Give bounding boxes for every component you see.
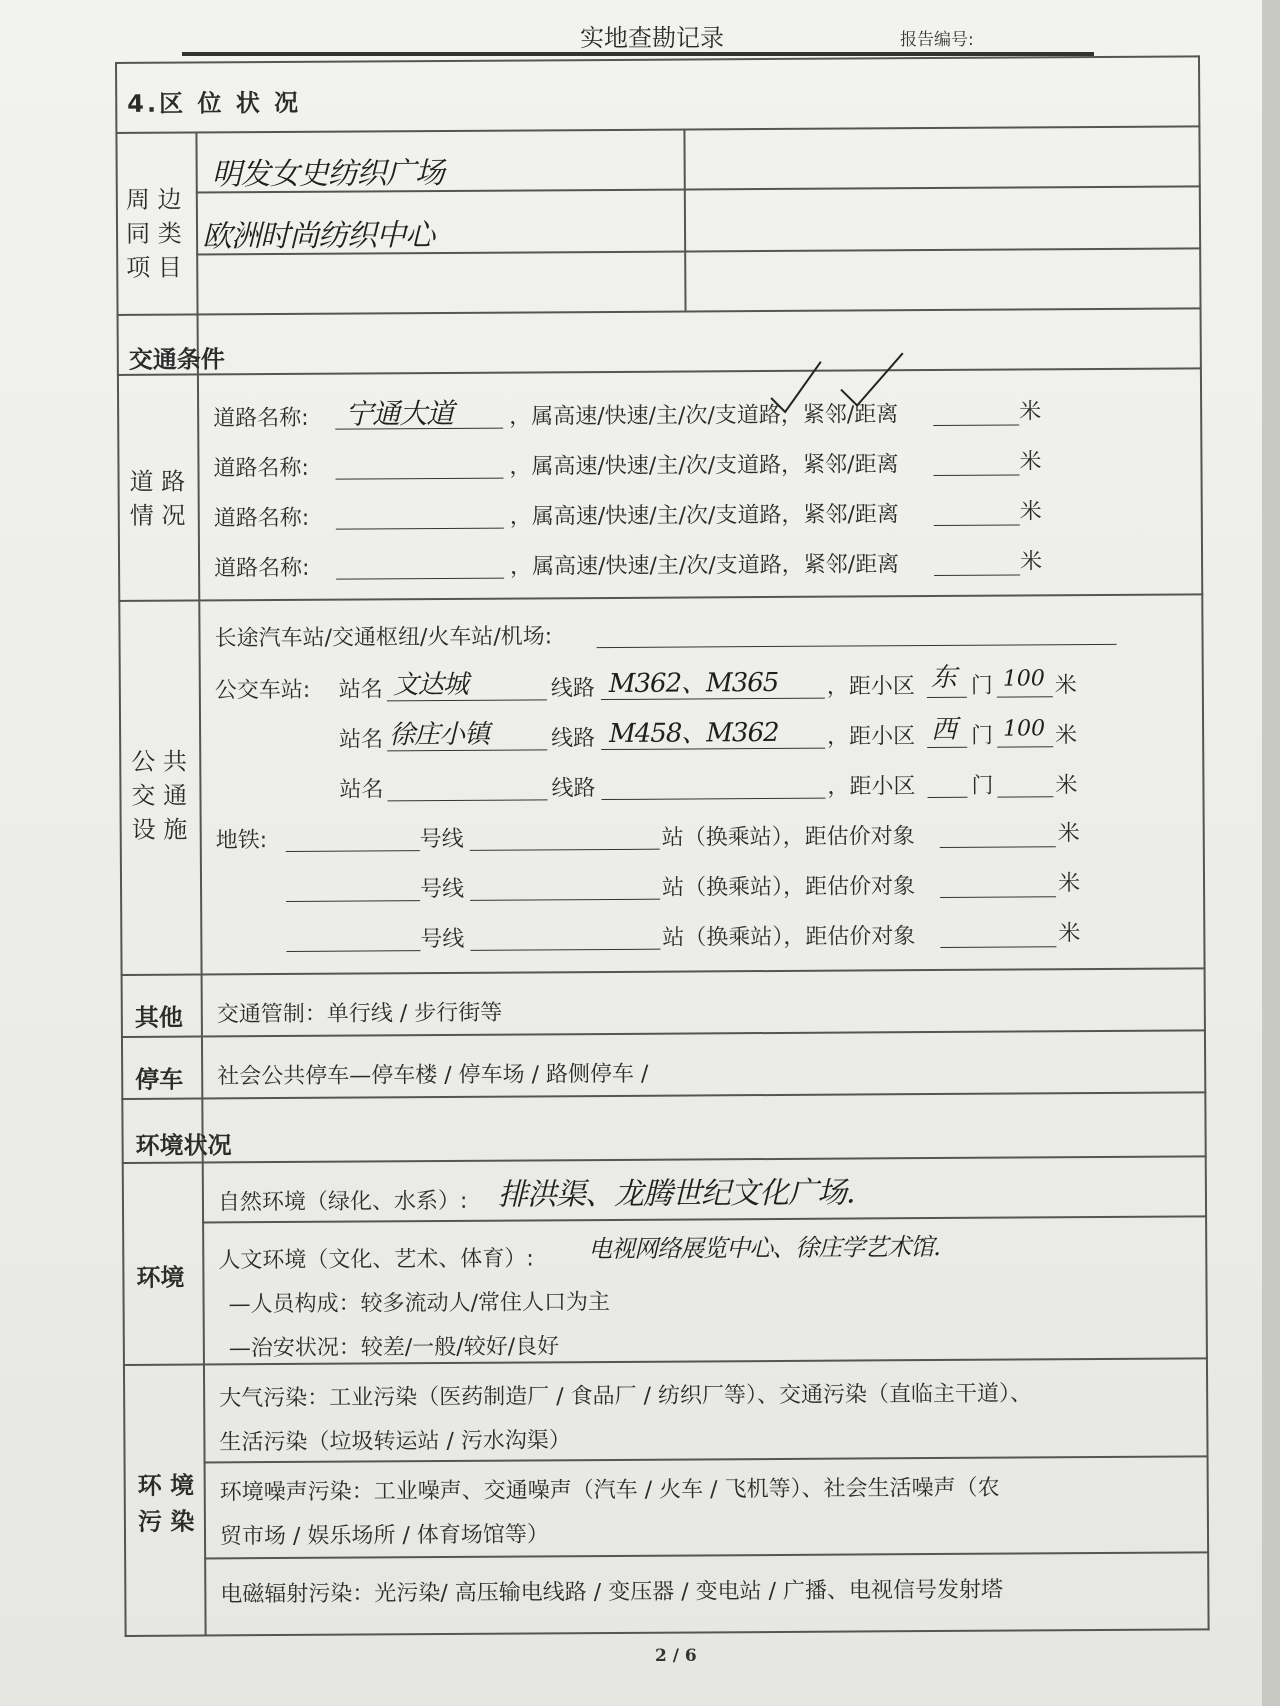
bus-station-label: 公交车站: [214, 677, 311, 704]
line-label: 线路 [550, 676, 595, 702]
metro-station-text: 站（换乘站），距估价对象 [661, 874, 916, 901]
cultural-environment-label: 人文环境（文化、艺术、体育）: [218, 1246, 534, 1274]
environment-label: 环境 [136, 1263, 185, 1292]
other-label: 其他 [134, 1003, 183, 1032]
report-number-label: 报告编号: [900, 30, 974, 50]
peer-projects-label-3: 项 目 [126, 253, 182, 282]
bus-lines: M458、M362 [609, 717, 779, 749]
transit-label-3: 设 施 [131, 815, 188, 844]
metro-unit: 米 [1057, 821, 1080, 847]
distance-value: 100 [1002, 666, 1045, 692]
noise-pollution-line-1: 环境噪声污染：工业噪声、交通噪声（汽车 / 火车 / 飞机等）、社会生活噪声（农 [219, 1475, 1000, 1506]
pollution-label-1: 环 境 [137, 1471, 195, 1500]
metro-station-text: 站（换乘站），距估价对象 [662, 924, 916, 951]
survey-form [115, 55, 1210, 1637]
distance-label: ，距小区 [827, 724, 916, 750]
transport-hub-label: 长途汽车站/交通枢纽/火车站/机场: [214, 624, 553, 652]
air-pollution-line-1: 大气污染：工业污染（医药制造厂 / 食品厂 / 纺织厂等）、交通污染（直临主干道）、 [219, 1381, 1033, 1412]
traffic-title: 交通条件 [128, 345, 225, 374]
checkmark-icon [767, 358, 827, 418]
cultural-environment-value: 电视网络展览中心、徐庄学艺术馆. [588, 1232, 940, 1264]
road-unit: 米 [1019, 449, 1042, 475]
distance-unit: 米 [1055, 773, 1078, 799]
road-unit: 米 [1019, 399, 1042, 425]
road-type-options: ，属高速/快速/主/次/支道路，紧邻/距离 [510, 552, 900, 580]
parking-text: 社会公共停车—停车楼 / 停车场 / 路侧停车 / [217, 1061, 649, 1090]
station-name: 文达城 [392, 669, 468, 701]
electromagnetic-pollution: 电磁辐射污染：光污染/ 高压输电线路 / 变压器 / 变电站 / 广播、电视信号发射塔 [220, 1577, 1004, 1608]
section-location-title: 4.区 位 状 况 [127, 88, 302, 118]
environment-title: 环境状况 [135, 1131, 232, 1160]
natural-environment-value: 排洪渠、龙腾世纪文化广场. [497, 1175, 855, 1213]
air-pollution-line-2: 生活污染（垃圾转运站 / 污水沟渠） [219, 1428, 571, 1456]
road-unit: 米 [1019, 499, 1042, 525]
pollution-label-2: 污 染 [137, 1507, 195, 1536]
road-name-label: 道路名称: [214, 555, 310, 582]
metro-line-label: 号线 [419, 876, 465, 903]
parking-label: 停车 [135, 1065, 184, 1094]
natural-environment-label: 自然环境（绿化、水系）: [217, 1188, 468, 1216]
gate-label: 门 [970, 673, 993, 699]
gate-label: 门 [971, 723, 994, 749]
traffic-control-text: 交通管制：单行线 / 步行街等 [216, 1000, 503, 1028]
checkmark-icon [837, 349, 907, 409]
security-status: —治安状况：较差/一般/较好/良好 [228, 1334, 560, 1362]
metro-station-text: 站（换乘站），距估价对象 [661, 824, 915, 851]
gate-label: 门 [971, 773, 994, 799]
gate-direction: 东 [930, 662, 956, 694]
station-name: 徐庄小镇 [389, 719, 490, 751]
peer-project-1: 明发女史纺织广场 [211, 155, 444, 193]
road-name-label: 道路名称: [213, 505, 310, 532]
metro-label: 地铁: [215, 828, 268, 854]
noise-pollution-line-2: 贸市场 / 娱乐场所 / 体育场馆等） [219, 1522, 549, 1550]
road-name-label: 道路名称: [213, 405, 309, 432]
distance-unit: 米 [1054, 673, 1077, 699]
population-composition: —人员构成：较多流动人/常住人口为主 [228, 1289, 611, 1318]
road-name-value: 宁通大道 [345, 396, 454, 431]
metro-line-label: 号线 [419, 826, 464, 853]
station-label: 站名 [338, 677, 383, 703]
road-type-options: ，属高速/快速/主/次/支道路，紧邻/距离 [509, 502, 899, 530]
bus-lines: M362、M365 [608, 667, 779, 699]
distance-label: ，距小区 [826, 674, 915, 700]
distance-label: ，距小区 [827, 774, 916, 800]
road-type-options: ，属高速/快速/主/次/支道路，紧邻/距离 [509, 402, 899, 430]
transit-label-1: 公 共 [131, 747, 188, 776]
peer-project-2: 欧洲时尚纺织中心 [201, 218, 435, 255]
station-label: 站名 [339, 727, 384, 753]
road-type-options: ，属高速/快速/主/次/支道路，紧邻/距离 [509, 452, 899, 480]
scan-edge [1262, 0, 1280, 1706]
transit-label-2: 交 通 [131, 781, 188, 810]
metro-unit: 米 [1058, 921, 1081, 947]
roads-label-2: 情 况 [129, 501, 186, 530]
header-rule [182, 52, 1094, 56]
gate-direction: 西 [931, 714, 957, 746]
road-name-label: 道路名称: [213, 455, 309, 482]
line-label: 线路 [551, 726, 596, 752]
document-title: 实地查勘记录 [580, 24, 724, 52]
peer-projects-label-1: 周 边 [125, 185, 182, 214]
distance-value: 100 [1003, 716, 1046, 742]
roads-label-1: 道 路 [129, 467, 186, 496]
road-unit: 米 [1019, 549, 1043, 575]
distance-unit: 米 [1055, 723, 1078, 749]
peer-projects-label-2: 同 类 [125, 219, 182, 248]
metro-unit: 米 [1057, 871, 1081, 897]
metro-line-label: 号线 [420, 926, 465, 953]
station-label: 站名 [339, 777, 384, 803]
line-label: 线路 [551, 776, 596, 802]
page-number: 2 / 6 [655, 1646, 697, 1666]
